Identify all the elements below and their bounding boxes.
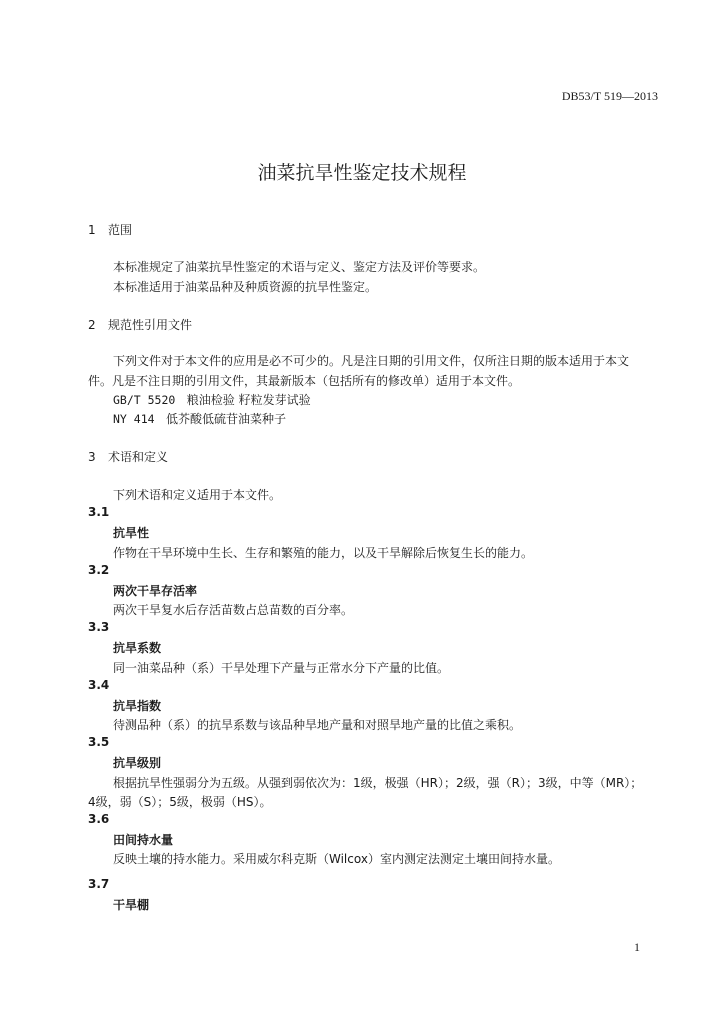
term-number: 3.2	[88, 563, 110, 577]
reference-title: 粮油检验 籽粒发芽试验	[186, 393, 311, 407]
reference-title: 低芥酸低硫苷油菜种子	[166, 412, 287, 426]
term-name: 抗旱级别	[113, 756, 162, 770]
term-definition-continuation: 4级，弱（S）；5级，极弱（HS）。	[88, 795, 272, 809]
paragraph: 本标准规定了油菜抗旱性鉴定的术语与定义、鉴定方法及评价等要求。	[113, 260, 486, 274]
section-title: 术语和定义	[108, 450, 169, 464]
paragraph-continuation: 件。凡是不注日期的引用文件，其最新版本（包括所有的修改单）适用于本文件。	[88, 374, 521, 388]
section-number: 2	[88, 318, 96, 332]
section-title: 范围	[108, 223, 133, 237]
term-name: 抗旱性	[113, 526, 150, 540]
term-definition: 反映土壤的持水能力。采用威尔科克斯（Wilcox）室内测定法测定土壤田间持水量。	[113, 852, 560, 866]
term-number: 3.4	[88, 678, 110, 692]
page-number: 1	[634, 940, 640, 954]
section-title: 规范性引用文件	[108, 318, 193, 332]
term-name: 干旱棚	[113, 898, 150, 912]
term-definition: 根据抗旱性强弱分为五级。从强到弱依次为：1级，极强（HR）；2级，强（R）；3级，中等（MR）；	[113, 776, 643, 790]
reference-item	[113, 391, 311, 408]
term-name: 两次干旱存活率	[113, 584, 198, 598]
term-number: 3.7	[88, 877, 110, 891]
term-definition: 同一油菜品种（系）干旱处理下产量与正常水分下产量的比值。	[113, 661, 450, 675]
reference-item	[113, 410, 286, 427]
paragraph: 下列术语和定义适用于本文件。	[113, 488, 282, 502]
reference-code: GB/T 5520	[113, 393, 176, 407]
term-name: 抗旱系数	[113, 641, 162, 655]
paragraph: 下列文件对于本文件的应用是必不可少的。凡是注日期的引用文件，仅所注日期的版本适用于本文	[113, 354, 630, 368]
standard-code: DB53/T 519—2013	[561, 89, 658, 103]
term-number: 3.1	[88, 505, 110, 519]
section-number: 1	[88, 223, 96, 237]
term-definition: 待测品种（系）的抗旱系数与该品种旱地产量和对照旱地产量的比值之乘积。	[113, 718, 522, 732]
term-definition: 两次干旱复水后存活苗数占总苗数的百分率。	[113, 603, 354, 617]
term-number: 3.5	[88, 735, 110, 749]
section-2-heading	[88, 316, 192, 333]
term-number: 3.6	[88, 812, 110, 826]
document-title: 油菜抗旱性鉴定技术规程	[257, 162, 467, 184]
section-3-heading	[88, 448, 168, 465]
term-number: 3.3	[88, 620, 110, 634]
section-number: 3	[88, 450, 96, 464]
section-1-heading	[88, 221, 132, 238]
term-name: 田间持水量	[113, 833, 174, 847]
paragraph: 本标准适用于油菜品种及种质资源的抗旱性鉴定。	[113, 280, 378, 294]
term-definition: 作物在干旱环境中生长、生存和繁殖的能力，以及干旱解除后恢复生长的能力。	[113, 546, 534, 560]
reference-code: NY 414	[113, 412, 155, 426]
term-name: 抗旱指数	[113, 699, 162, 713]
